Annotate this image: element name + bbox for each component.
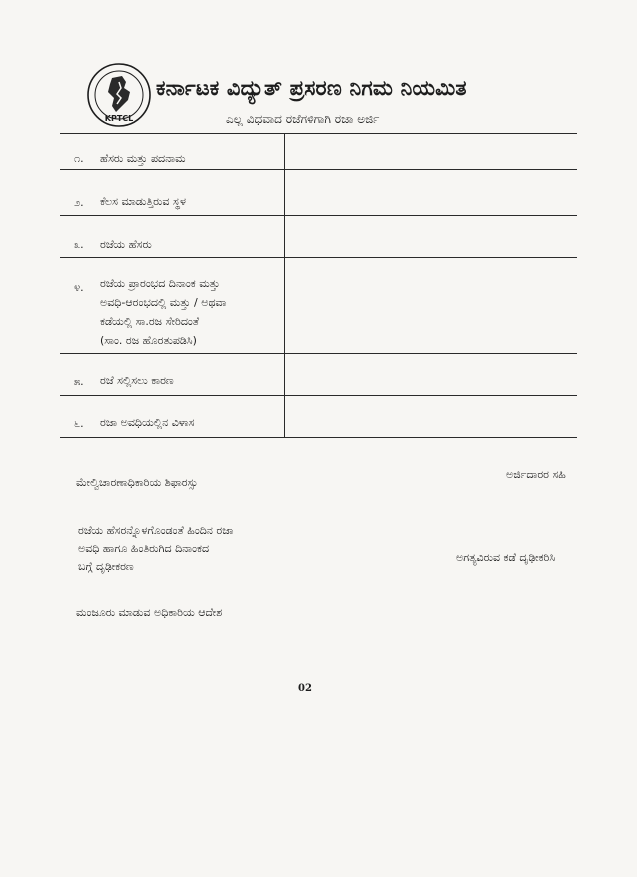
label-line: (ಸಾಂ. ರಜ ಹೊರತುಪಡಿಸಿ) (100, 334, 197, 347)
row-divider (60, 353, 577, 354)
row-divider (60, 257, 577, 258)
row-label-name-designation: ಹೆಸರು ಮತ್ತು ಪದನಾಮ (100, 152, 186, 165)
row-number: ೫. (74, 375, 84, 388)
table-bottom-border (60, 437, 577, 438)
verification-line: ಬಗ್ಗೆ ದೃಢೀಕರಣ (78, 560, 134, 573)
column-divider (284, 133, 285, 438)
applicant-signature-label: ಅರ್ಜಿದಾರರ ಸಹಿ (506, 468, 566, 481)
row-divider (60, 215, 577, 216)
verification-line: ರಜೆಯ ಹೆಸರನ್ನೊಳಗೊಂಡಂತೆ ಹಿಂದಿನ ರಜಾ (78, 524, 234, 537)
leave-application-table (60, 133, 577, 439)
superior-recommendation-label: ಮೇಲ್ವಿಚಾರಣಾಧಿಕಾರಿಯ ಶಿಫಾರಸ್ಸು (76, 476, 198, 489)
label-line: ರಜೆಯ ಪ್ರಾರಂಭದ ದಿನಾಂಕ ಮತ್ತು (100, 277, 220, 290)
sanctioning-order-label: ಮಂಜೂರು ಮಾಡುವ ಅಧಿಕಾರಿಯ ಆದೇಶ (76, 606, 223, 619)
row-number: ೪. (74, 281, 84, 294)
row-number: ೧. (74, 152, 84, 165)
form-title: ಎಲ್ಲ ವಿಧವಾದ ರಜೆಗಳಿಗಾಗಿ ರಜಾ ಅರ್ಜಿ (226, 112, 380, 126)
verification-line: ಅವಧಿ ಹಾಗೂ ಹಿಂತಿರುಗಿದ ದಿನಾಂಕದ (78, 542, 210, 555)
kptcl-emblem-icon (86, 62, 152, 128)
row-number: ೨. (74, 196, 84, 209)
row-divider (60, 169, 577, 170)
logo-text: KPTCL (104, 114, 134, 123)
attest-label: ಅಗತ್ಯವಿರುವ ಕಡೆ ದೃಢೀಕರಿಸಿ (456, 551, 556, 564)
table-top-border (60, 133, 577, 134)
row-number: ೩. (74, 238, 84, 251)
page-number: 02 (298, 683, 312, 694)
label-line: ಕಡೆಯಲ್ಲಿ ಸಾ.ರಜ ಸೇರಿದಂತೆ (100, 315, 200, 328)
row-label-address: ರಜಾ ಅವಧಿಯಲ್ಲಿನ ವಿಳಾಸ (100, 416, 195, 429)
organization-title: ಕರ್ನಾಟಕ ವಿದ್ಯುತ್ ಪ್ರಸರಣ ನಿಗಮ ನಿಯಮಿತ (156, 76, 467, 100)
row-label-workplace: ಕೆಲಸ ಮಾಡುತ್ತಿರುವ ಸ್ಥಳ (100, 195, 186, 208)
verification-text (78, 522, 234, 576)
row-label-leave-period (100, 274, 227, 350)
row-label-reason: ರಜೆ ಸಲ್ಲಿಸಲು ಕಾರಣ (100, 374, 174, 387)
label-line: ಅವಧಿ-ಆರಂಭದಲ್ಲಿ ಮತ್ತು / ಅಥವಾ (100, 296, 227, 309)
kptcl-logo (86, 62, 152, 128)
row-number: ೬. (74, 417, 84, 430)
row-label-leave-type: ರಜೆಯ ಹೆಸರು (100, 238, 152, 251)
row-divider (60, 395, 577, 396)
